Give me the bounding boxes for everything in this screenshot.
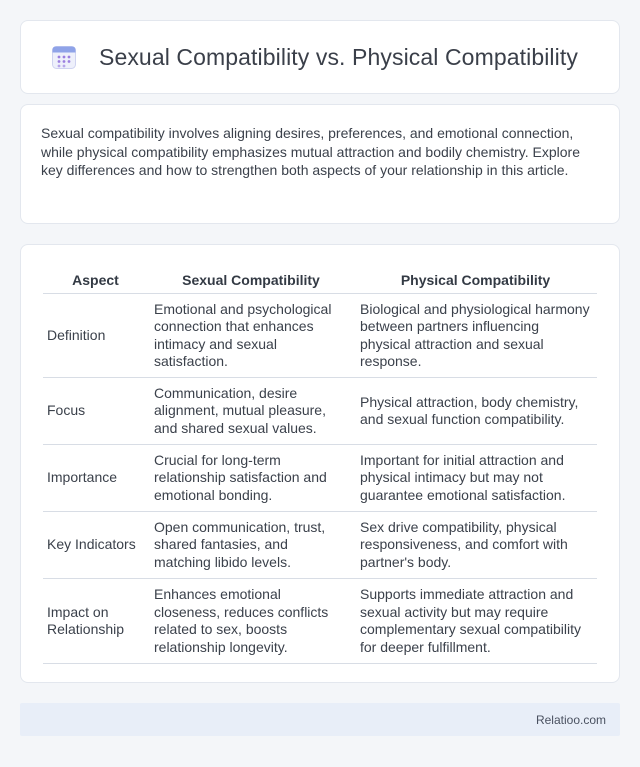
column-header-aspect: Aspect — [43, 265, 148, 294]
page-title: Sexual Compatibility vs. Physical Compatibility — [99, 43, 578, 70]
calendar-icon — [51, 44, 77, 70]
row-physical: Important for initial attraction and physical intimacy but may not guarantee emotional satisfaction. — [354, 445, 597, 512]
column-header-sexual: Sexual Compatibility — [148, 265, 354, 294]
table-row — [43, 579, 597, 664]
row-aspect: Definition — [43, 294, 148, 378]
row-aspect: Focus — [43, 378, 148, 445]
table-header-row — [43, 265, 597, 294]
table-row — [43, 294, 597, 378]
row-aspect: Impact on Relationship — [43, 579, 148, 664]
column-header-physical: Physical Compatibility — [354, 265, 597, 294]
row-sexual: Emotional and psychological connection that enhances intimacy and sexual satisfaction. — [148, 294, 354, 378]
row-physical: Sex drive compatibility, physical responsiveness, and comfort with partner's body. — [354, 512, 597, 579]
row-sexual: Enhances emotional closeness, reduces conflicts related to sex, boosts relationship longevity. — [148, 579, 354, 664]
row-sexual: Communication, desire alignment, mutual pleasure, and shared sexual values. — [148, 378, 354, 445]
footer-bar — [20, 703, 620, 736]
intro-card — [20, 104, 620, 224]
row-physical: Biological and physiological harmony between partners influencing physical attraction and sexual response. — [354, 294, 597, 378]
footer-brand: Relatioo.com — [535, 712, 606, 727]
table-row — [43, 378, 597, 445]
row-aspect: Key Indicators — [43, 512, 148, 579]
table-row — [43, 512, 597, 579]
row-aspect: Importance — [43, 445, 148, 512]
row-physical: Physical attraction, body chemistry, and sexual function compatibility. — [354, 378, 597, 445]
title-card — [20, 20, 620, 94]
table-row — [43, 445, 597, 512]
comparison-table-card — [20, 244, 620, 683]
row-sexual: Crucial for long-term relationship satisfaction and emotional bonding. — [148, 445, 354, 512]
row-physical: Supports immediate attraction and sexual activity but may require complementary sexual compatibility for deeper fulfillment. — [354, 579, 597, 664]
intro-paragraph: Sexual compatibility involves aligning desires, preferences, and emotional connection, while physical compatibility emphasizes mutual attraction and bodily chemistry. Explore key differences and how to strengthen both aspects of your relationship in this article. — [41, 125, 580, 178]
comparison-table — [43, 265, 597, 664]
row-sexual: Open communication, trust, shared fantasies, and matching libido levels. — [148, 512, 354, 579]
